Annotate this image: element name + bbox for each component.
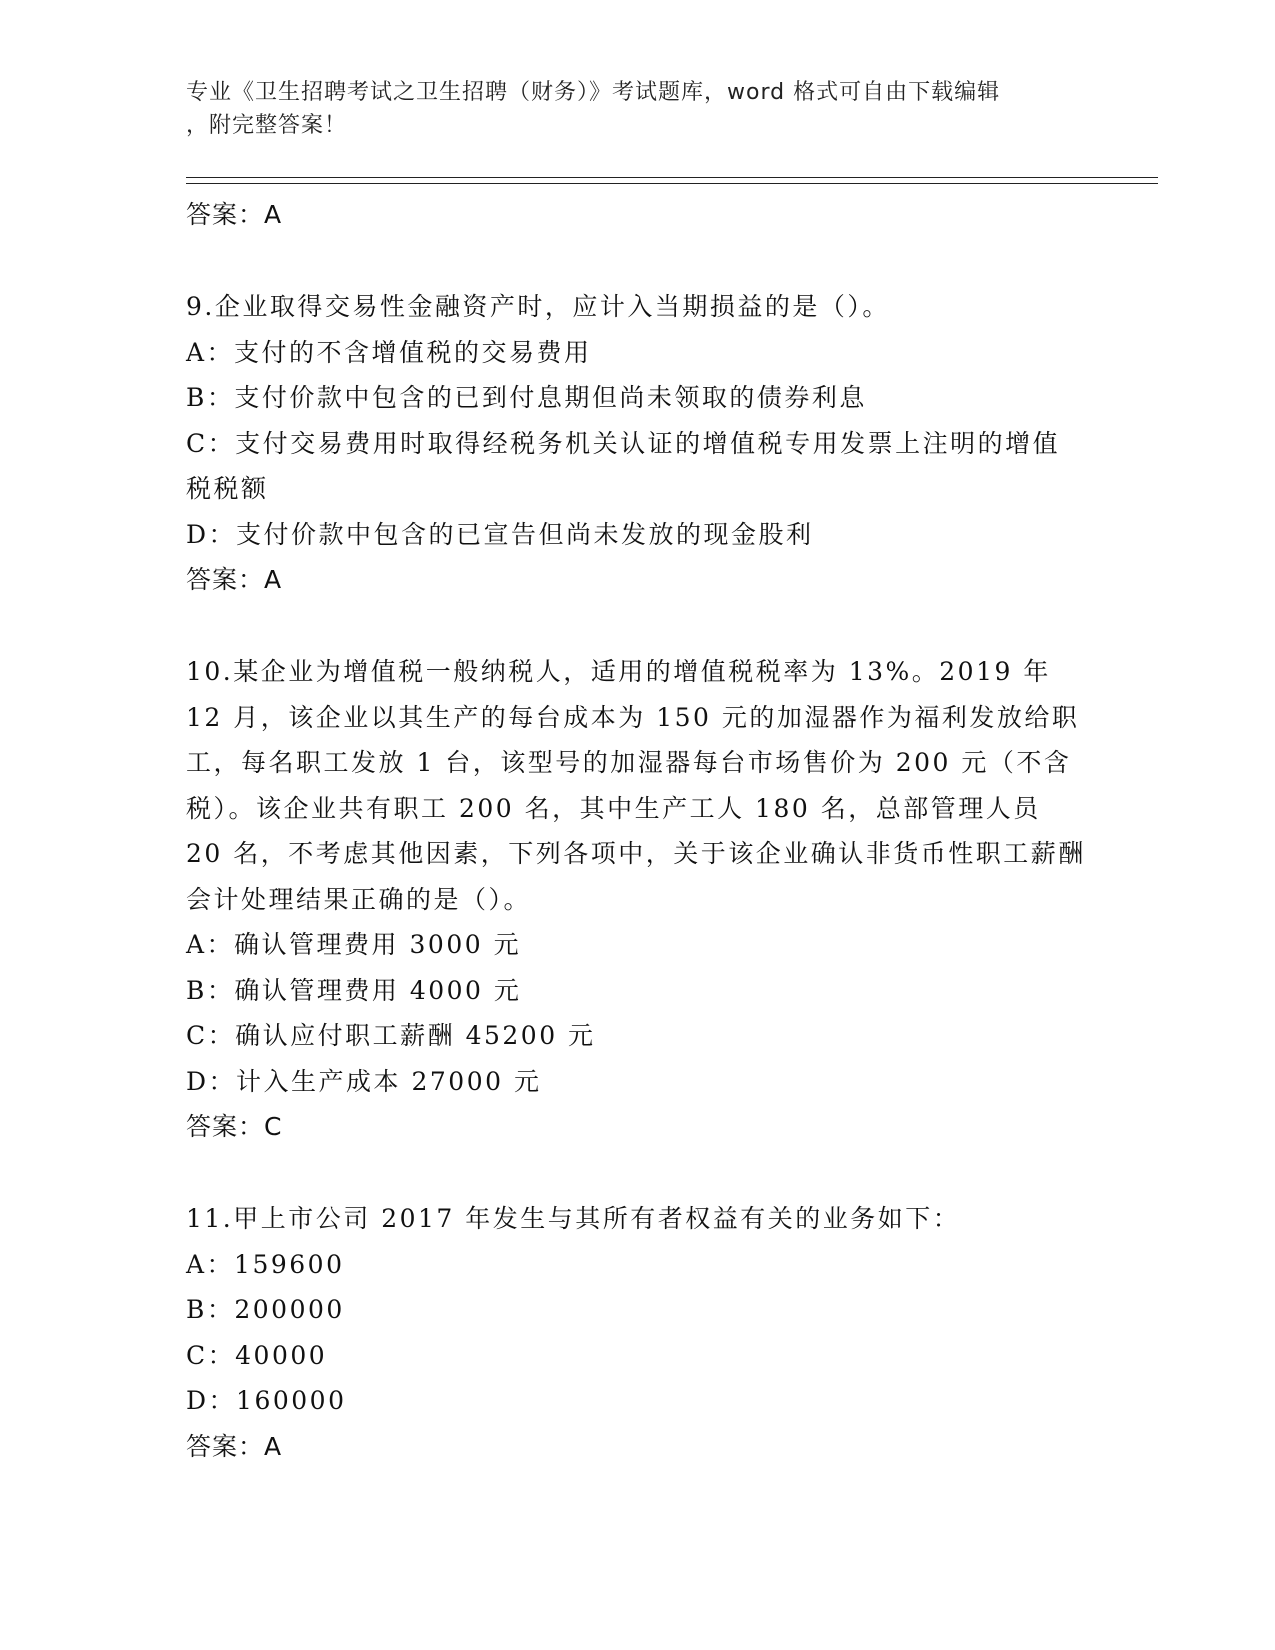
option-d: D：计入生产成本 27000 元 [186, 1066, 542, 1096]
question-list [186, 192, 1086, 1470]
question-text: 10.某企业为增值税一般纳税人，适用的增值税税率为 13%。2019 年 12 月，该企业以其生产的每台成本为 150 元的加湿器作为福利发放给职工，每名职工发放 1 台，该型号的加湿器每台市场售价为 200 元（不含税）。该企业共有职工 200 名，其中生产工人 180 名，总部管理人员 20 名，不考虑其他因素，下列各项中，关于该企业确认非货币性职工薪酬会计处理结果正确的是（）。 [186, 657, 1086, 914]
header-rule-bottom [186, 183, 1158, 184]
answer: 答案：A [186, 565, 283, 594]
question-11 [186, 1196, 1086, 1470]
option-d: D：160000 [186, 1386, 347, 1415]
option-c: C：支付交易费用时取得经税务机关认证的增值税专用发票上注明的增值税税额 [186, 428, 1061, 503]
option-b: B：确认管理费用 4000 元 [186, 975, 522, 1005]
header-line-1: 专业《卫生招聘考试之卫生招聘（财务）》考试题库，word 格式可自由下载编辑 [186, 80, 1001, 105]
option-a: A：确认管理费用 3000 元 [186, 930, 522, 959]
question-text: 11.甲上市公司 2017 年发生与其所有者权益有关的业务如下： [186, 1204, 961, 1233]
option-b: B：200000 [186, 1295, 345, 1324]
option-a: A：159600 [186, 1249, 345, 1279]
question-9 [186, 284, 1086, 603]
header-line-2: ，附完整答案！ [186, 113, 348, 138]
option-c: C：40000 [186, 1340, 328, 1370]
option-a: A：支付的不含增值税的交易费用 [186, 337, 592, 367]
previous-answer: 答案：A [186, 200, 283, 229]
option-d: D：支付价款中包含的已宣告但尚未发放的现金股利 [186, 519, 814, 549]
question-text: 9.企业取得交易性金融资产时，应计入当期损益的是（）。 [186, 292, 890, 321]
option-b: B：支付价款中包含的已到付息期但尚未领取的债券利息 [186, 383, 867, 412]
option-c: C：确认应付职工薪酬 45200 元 [186, 1021, 596, 1050]
answer: 答案：A [186, 1431, 283, 1461]
header-rule-top [186, 177, 1158, 178]
answer: 答案：C [186, 1112, 283, 1141]
question-10 [186, 649, 1086, 1150]
document-header [186, 76, 1086, 142]
